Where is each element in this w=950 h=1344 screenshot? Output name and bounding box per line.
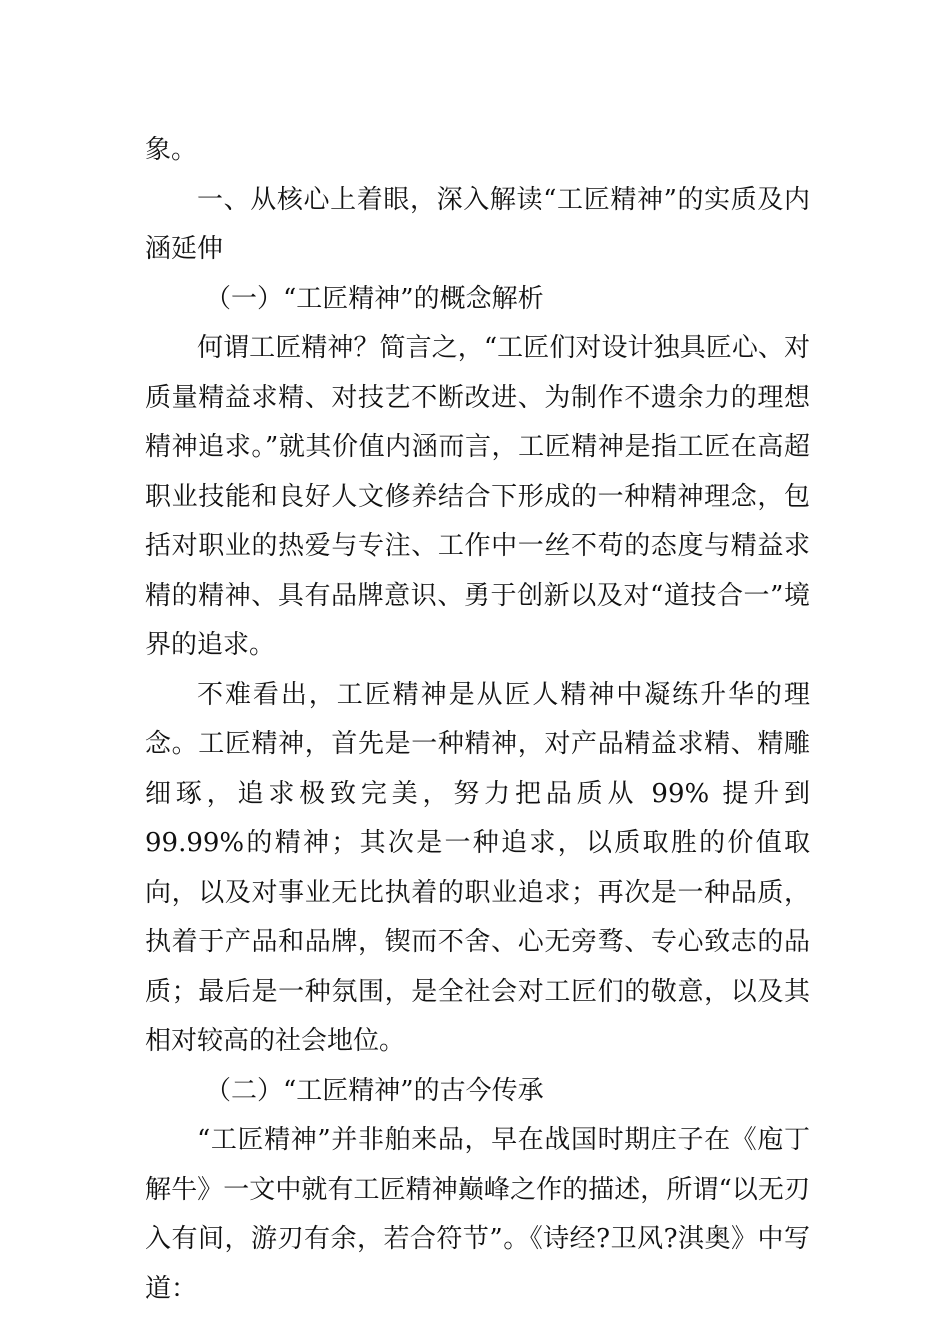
subsection-heading-1: （一）“工匠精神”的概念解析	[205, 283, 544, 314]
paragraph-concept-summary: 不难看出，工匠精神是从匠人精神中凝练升华的理念。工匠精神，首先是一种精神，对产品精益求精、精雕细琢，追求极致完美，努力把品质从 99% 提升到 99.99%的精神；其次是一种追求，以质取胜的价值取向，以及对事业无比执着的职业追求；再次是一种品质，执着于产品和品牌，锲而不舍、心无旁骛、专心致志的品质；最后是一种氛围，是全社会对工匠们的敬意，以及其相对较高的社会地位。	[145, 679, 810, 1056]
section-heading-1: 一、从核心上着眼，深入解读“工匠精神”的实质及内涵延伸	[145, 184, 810, 264]
paragraph-continuation: 象。	[145, 135, 198, 165]
document-page	[145, 126, 810, 1314]
subsection-heading-2: （二）“工匠精神”的古今传承	[205, 1075, 544, 1106]
paragraph-heritage: “工匠精神”并非舶来品，早在战国时期庄子在《庖丁解牛》一文中就有工匠精神巅峰之作的描述，所谓“以无刃入有间，游刃有余，若合符节”。《诗经?卫风?淇奥》中写道：	[145, 1125, 810, 1304]
paragraph-concept-definition: 何谓工匠精神？简言之，“工匠们对设计独具匠心、对质量精益求精、对技艺不断改进、为制作不遗余力的理想精神追求。”就其价值内涵而言，工匠精神是指工匠在高超职业技能和良好人文修养结合下形成的一种精神理念，包括对职业的热爱与专注、工作中一丝不苟的态度与精益求精的精神、具有品牌意识、勇于创新以及对“道技合一”境界的追求。	[145, 333, 810, 660]
